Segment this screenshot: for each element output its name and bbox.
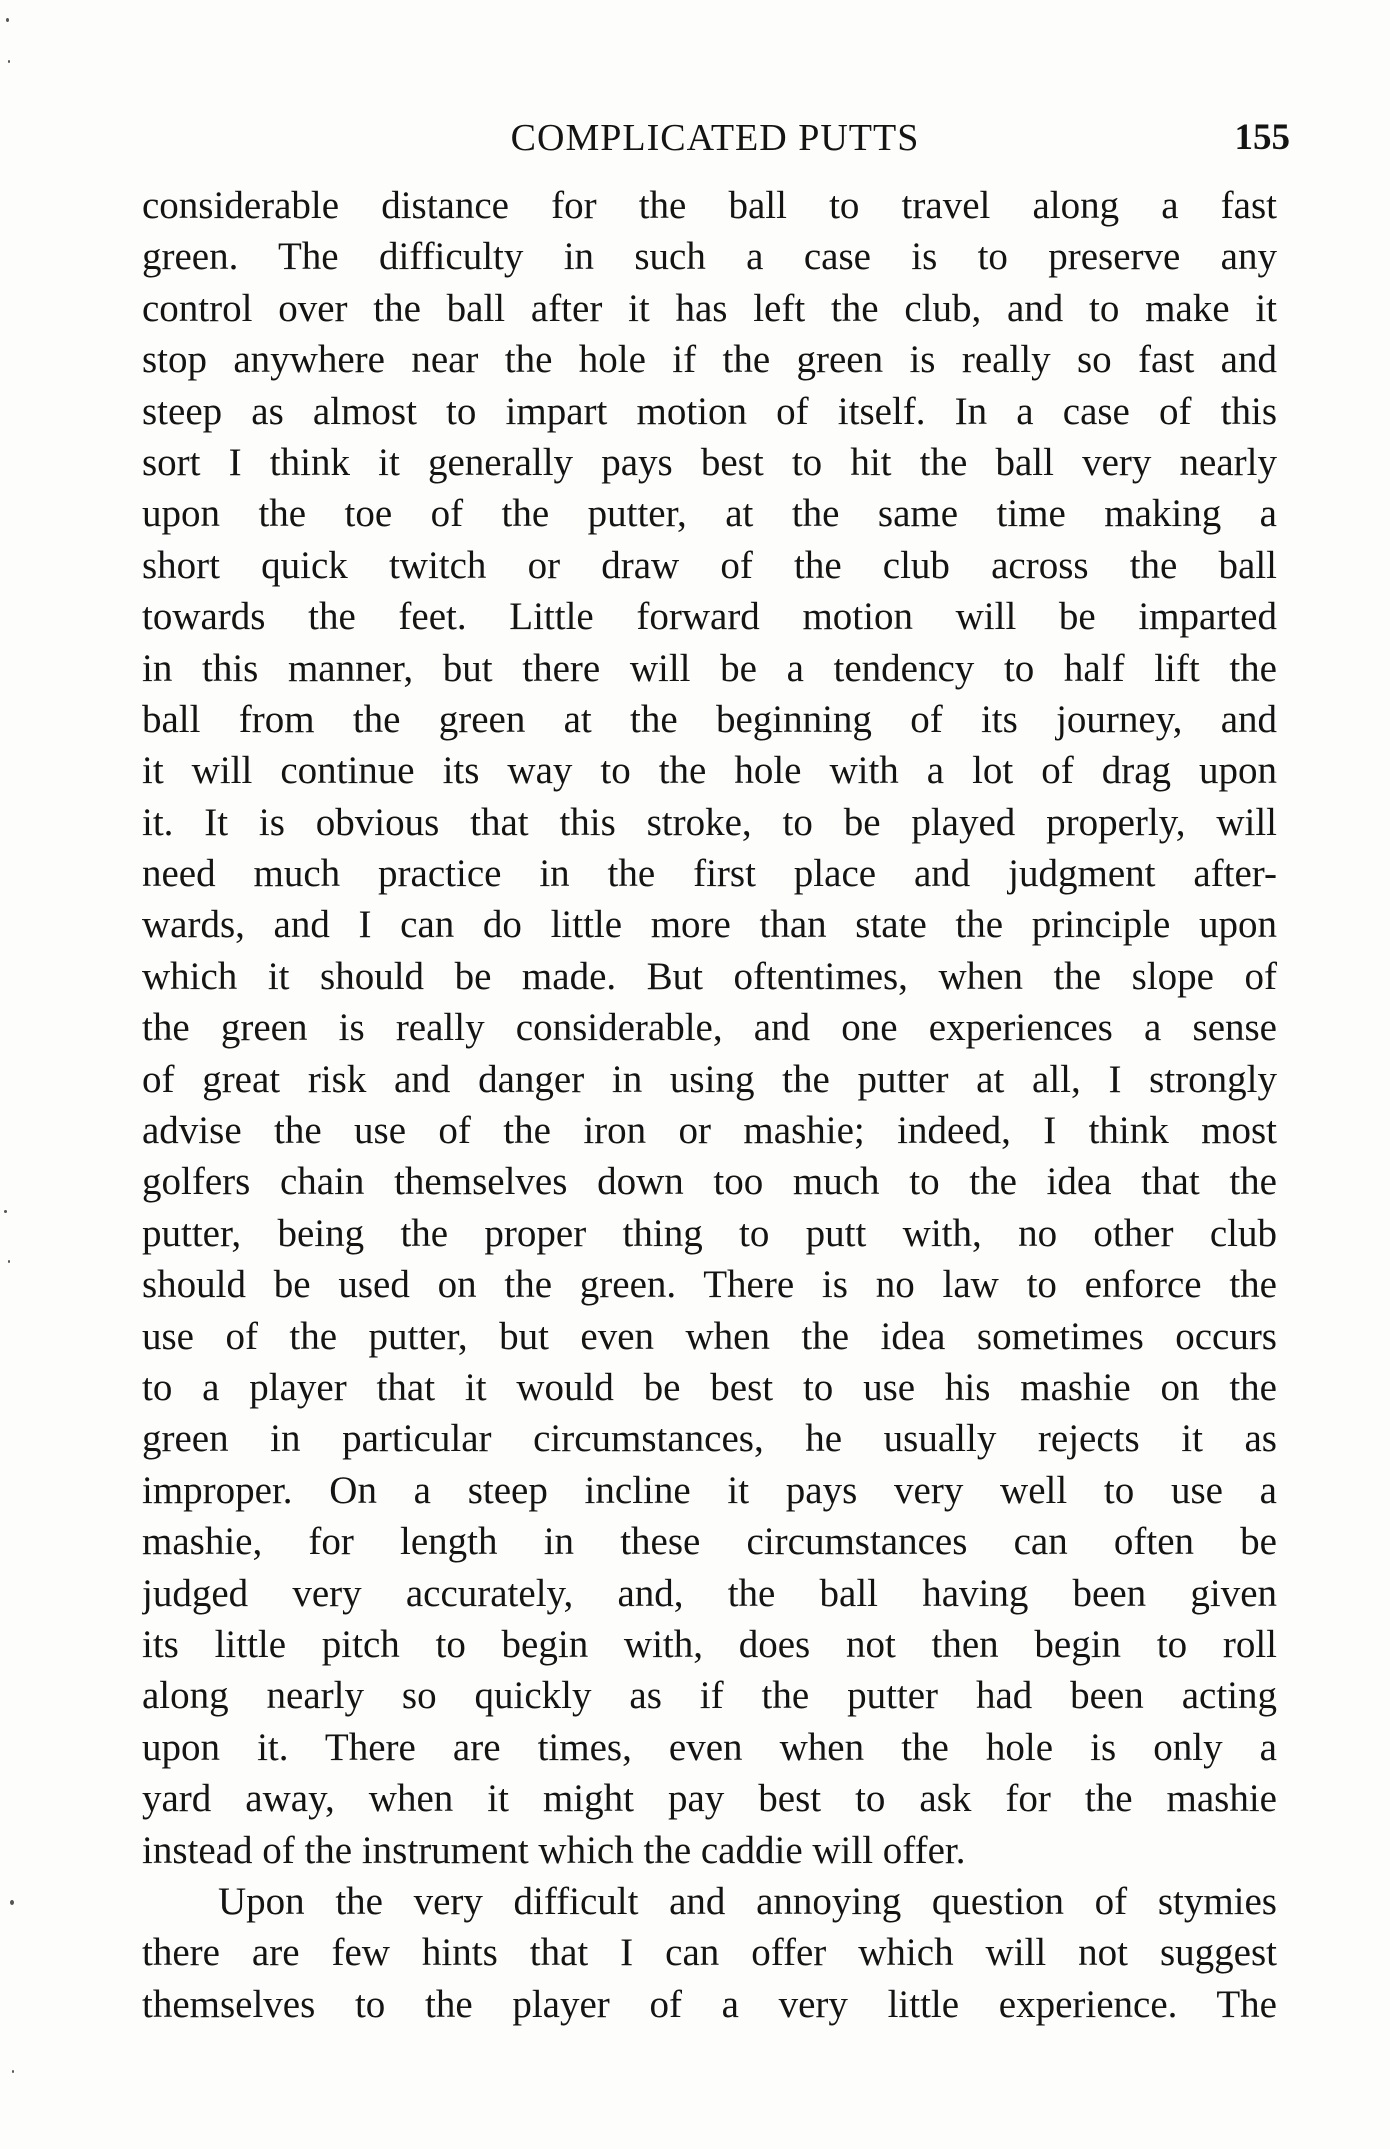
text-line: in this manner, but there will be a tendency to half lift the xyxy=(142,646,1277,690)
text-line: sort I think it generally pays best to hit the ball very nearly xyxy=(142,440,1277,484)
text-line: mashie, for length in these circumstances can often be xyxy=(142,1520,1277,1564)
text-line: the green is really considerable, and one experiences a sense xyxy=(142,1006,1277,1050)
text-line: green. The difficulty in such a case is to preserve any xyxy=(142,235,1277,279)
text-line: golfers chain themselves down too much to the idea that the xyxy=(142,1160,1277,1204)
text-line: steep as almost to impart motion of itself. In a case of this xyxy=(142,389,1277,433)
scan-speck xyxy=(12,2070,14,2073)
running-head xyxy=(140,108,1290,168)
text-line: putter, being the proper thing to putt with, no other club xyxy=(142,1211,1277,1255)
text-line: to a player that it would be best to use his mashie on the xyxy=(142,1365,1277,1409)
text-line: need much practice in the first place and judgment after- xyxy=(142,852,1277,896)
text-line: upon it. There are times, even when the hole is only a xyxy=(142,1725,1277,1769)
text-line: green in particular circumstances, he usually rejects it as xyxy=(142,1417,1277,1461)
paragraph-end-line: instead of the instrument which the caddie will offer. xyxy=(142,1828,966,1872)
text-line: of great risk and danger in using the putter at all, I strongly xyxy=(142,1057,1277,1101)
scan-speck xyxy=(10,1900,14,1905)
text-line: short quick twitch or draw of the club across the ball xyxy=(142,543,1277,587)
scan-speck xyxy=(6,18,9,22)
scan-speck xyxy=(8,60,10,63)
text-line: it will continue its way to the hole with a lot of drag upon xyxy=(142,749,1277,793)
page-number: 155 xyxy=(1234,117,1290,158)
text-line: themselves to the player of a very little experience. The xyxy=(142,1982,1277,2026)
text-line: wards, and I can do little more than state the principle upon xyxy=(142,903,1277,947)
text-line: there are few hints that I can offer which will not suggest xyxy=(142,1931,1277,1975)
text-line: use of the putter, but even when the idea sometimes occurs xyxy=(142,1314,1277,1358)
text-line: advise the use of the iron or mashie; indeed, I think most xyxy=(142,1109,1277,1153)
text-line: upon the toe of the putter, at the same time making a xyxy=(142,492,1277,536)
text-line: ball from the green at the beginning of its journey, and xyxy=(142,697,1277,741)
text-line: should be used on the green. There is no law to enforce the xyxy=(142,1263,1277,1307)
body-text xyxy=(142,180,1277,2030)
scan-speck xyxy=(8,1260,10,1263)
chapter-title: COMPLICATED PUTTS xyxy=(510,117,920,159)
text-line: considerable distance for the ball to travel along a fast xyxy=(142,184,1277,227)
text-line: stop anywhere near the hole if the green is really so fast and xyxy=(142,338,1277,382)
text-line: along nearly so quickly as if the putter had been acting xyxy=(142,1674,1277,1718)
text-line: it. It is obvious that this stroke, to be played properly, will xyxy=(142,800,1277,844)
text-line: yard away, when it might pay best to ask for the mashie xyxy=(142,1777,1277,1821)
paragraph-start-line: Upon the very difficult and annoying question of stymies xyxy=(218,1879,1277,1923)
text-line: control over the ball after it has left the club, and to make it xyxy=(142,286,1277,330)
text-line: judged very accurately, and, the ball having been given xyxy=(142,1571,1277,1615)
scan-speck xyxy=(4,1210,7,1213)
text-line: improper. On a steep incline it pays very well to use a xyxy=(142,1468,1277,1512)
text-line: towards the feet. Little forward motion will be imparted xyxy=(142,595,1277,639)
text-line: which it should be made. But oftentimes, when the slope of xyxy=(142,954,1277,998)
text-line: its little pitch to begin with, does not then begin to roll xyxy=(142,1622,1277,1666)
